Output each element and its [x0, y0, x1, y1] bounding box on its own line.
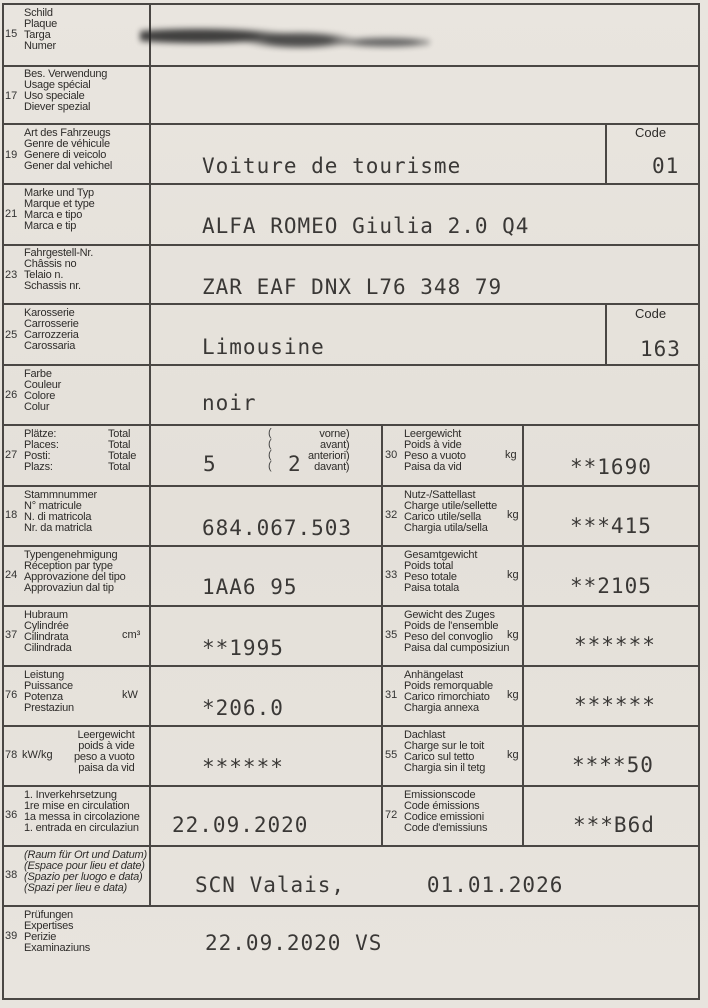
type-approval-value: 1AA6 95	[202, 575, 298, 599]
field-number-38: 38	[5, 869, 18, 881]
field-number-32: 32	[385, 509, 398, 521]
field-number-23: 23	[5, 269, 18, 281]
seats-front-value: 2	[288, 452, 302, 476]
vehicle-type-code: 01	[652, 154, 680, 178]
empty-weight-label: Leergewicht Poids à vide Peso a vuoto Paisa da vid	[404, 428, 466, 473]
field-number-21: 21	[5, 208, 18, 220]
field-number-17: 17	[5, 90, 18, 102]
train-weight-unit: kg	[507, 629, 519, 641]
body-code-label: Code	[635, 306, 667, 321]
field-number-36: 36	[5, 809, 18, 821]
inspections-value: 22.09.2020 VS	[205, 931, 383, 955]
first-registration-label: 1. Inverkehrsetzung 1re mise en circulation 1a messa in circolazione 1. entrada en circulaziun	[24, 789, 140, 834]
field-number-30: 30	[385, 449, 398, 461]
emission-code-label: Emissionscode Code émissions Codice emissioni Code d'emissiuns	[404, 789, 488, 834]
matriculation-value: 684.067.503	[202, 516, 353, 540]
seats-brace: ( ( ( (	[268, 427, 272, 472]
chassis-label: Fahrgestell-Nr. Châssis no Telaio n. Schassis nr.	[24, 247, 94, 292]
body-label: Karosserie Carrosserie Carrozzeria Carossaria	[24, 307, 79, 352]
field-number-33: 33	[385, 569, 398, 581]
redacted-plate-number	[140, 15, 430, 57]
power-weight-unit: kW/kg	[22, 749, 53, 761]
body-code: 163	[640, 337, 681, 361]
power-unit: kW	[122, 689, 138, 701]
color-label: Farbe Couleur Colore Colur	[24, 368, 62, 413]
towing-unit: kg	[507, 689, 519, 701]
seats-total-label: Total Total Totale Total	[108, 428, 137, 473]
field-number-72: 72	[385, 809, 398, 821]
special-use-label: Bes. Verwendung Usage spécial Uso speciale Diever spezial	[24, 68, 108, 113]
total-weight-unit: kg	[507, 569, 519, 581]
towing-value: ******	[574, 693, 656, 717]
field-number-76: 76	[5, 689, 18, 701]
seats-front-label: vorne) avant) anteriori) davant)	[308, 428, 350, 473]
field-number-26: 26	[5, 389, 18, 401]
vehicle-type-value: Voiture de tourisme	[202, 154, 462, 178]
field-number-37: 37	[5, 629, 18, 641]
empty-weight-unit: kg	[505, 449, 517, 461]
field-number-18: 18	[5, 509, 18, 521]
field-number-15: 15	[5, 28, 18, 40]
power-weight-label: Leergewicht poids à vide peso a vuoto paisa da vid	[74, 729, 135, 774]
place-date-value: SCN Valais, 01.01.2026	[195, 873, 564, 897]
make-model-label: Marke und Typ Marque et type Marca e tipo Marca e tip	[24, 187, 95, 232]
power-weight-value: ******	[202, 755, 284, 779]
empty-weight-value: **1690	[570, 455, 652, 479]
power-label: Leistung Puissance Potenza Prestaziun	[24, 669, 74, 714]
roof-load-value: ****50	[572, 753, 654, 777]
vehicle-type-code-label: Code	[635, 125, 667, 140]
power-value: *206.0	[202, 696, 284, 720]
field-number-27: 27	[5, 449, 18, 461]
make-model-value: ALFA ROMEO Giulia 2.0 Q4	[202, 214, 530, 238]
field-number-35: 35	[385, 629, 398, 641]
payload-label: Nutz-/Sattellast Charge utile/sellette Carico utile/sella Chargia utila/sella	[404, 489, 498, 534]
field-number-24: 24	[5, 569, 18, 581]
matriculation-label: Stammnummer N° matricule N. di matricola Nr. da matricla	[24, 489, 97, 534]
field-number-31: 31	[385, 689, 398, 701]
roof-load-label: Dachlast Charge sur le toit Carico sul tetto Chargia sin il tetg	[404, 729, 486, 774]
field-number-39: 39	[5, 930, 18, 942]
first-registration-value: 22.09.2020	[172, 813, 309, 837]
displacement-unit: cm³	[122, 629, 141, 641]
train-weight-label: Gewicht des Zuges Poids de l'ensemble Peso del convoglio Paisa dal cumposiziun	[404, 609, 510, 654]
roof-load-unit: kg	[507, 749, 519, 761]
payload-value: ***415	[570, 514, 652, 538]
body-value: Limousine	[202, 335, 325, 359]
displacement-value: **1995	[202, 636, 284, 660]
field-number-78: 78	[5, 749, 18, 761]
vehicle-type-label: Art des Fahrzeugs Genre de véhicule Genere di veicolo Gener dal vehichel	[24, 127, 113, 172]
inspections-label: Prüfungen Expertises Perizie Examinaziuns	[24, 909, 91, 954]
field-number-19: 19	[5, 149, 18, 161]
field-number-55: 55	[385, 749, 398, 761]
place-date-label: (Raum für Ort und Datum) (Espace pour lieu et date) (Spazio per luogo e data) (Spazi per lieu e data)	[24, 849, 147, 894]
emission-code-value: ***B6d	[573, 813, 655, 837]
seats-label: Plätze: Places: Posti: Plazs:	[24, 428, 59, 473]
field-number-25: 25	[5, 329, 18, 341]
payload-unit: kg	[507, 509, 519, 521]
type-approval-label: Typengenehmigung Réception par type Approvazione del tipo Approvaziun dal tip	[24, 549, 126, 594]
chassis-value: ZAR EAF DNX L76 348 79	[202, 275, 503, 299]
train-weight-value: ******	[574, 633, 656, 657]
total-weight-value: **2105	[570, 574, 652, 598]
plate-label: Schild Plaque Targa Numer	[24, 7, 58, 52]
displacement-label: Hubraum Cylindrée Cilindrata Cilindrada	[24, 609, 72, 654]
total-weight-label: Gesamtgewicht Poids total Peso totale Paisa totala	[404, 549, 478, 594]
towing-label: Anhängelast Poids remorquable Carico rimorchiato Chargia annexa	[404, 669, 493, 714]
seats-total-value: 5	[203, 452, 217, 476]
color-value: noir	[202, 391, 257, 415]
